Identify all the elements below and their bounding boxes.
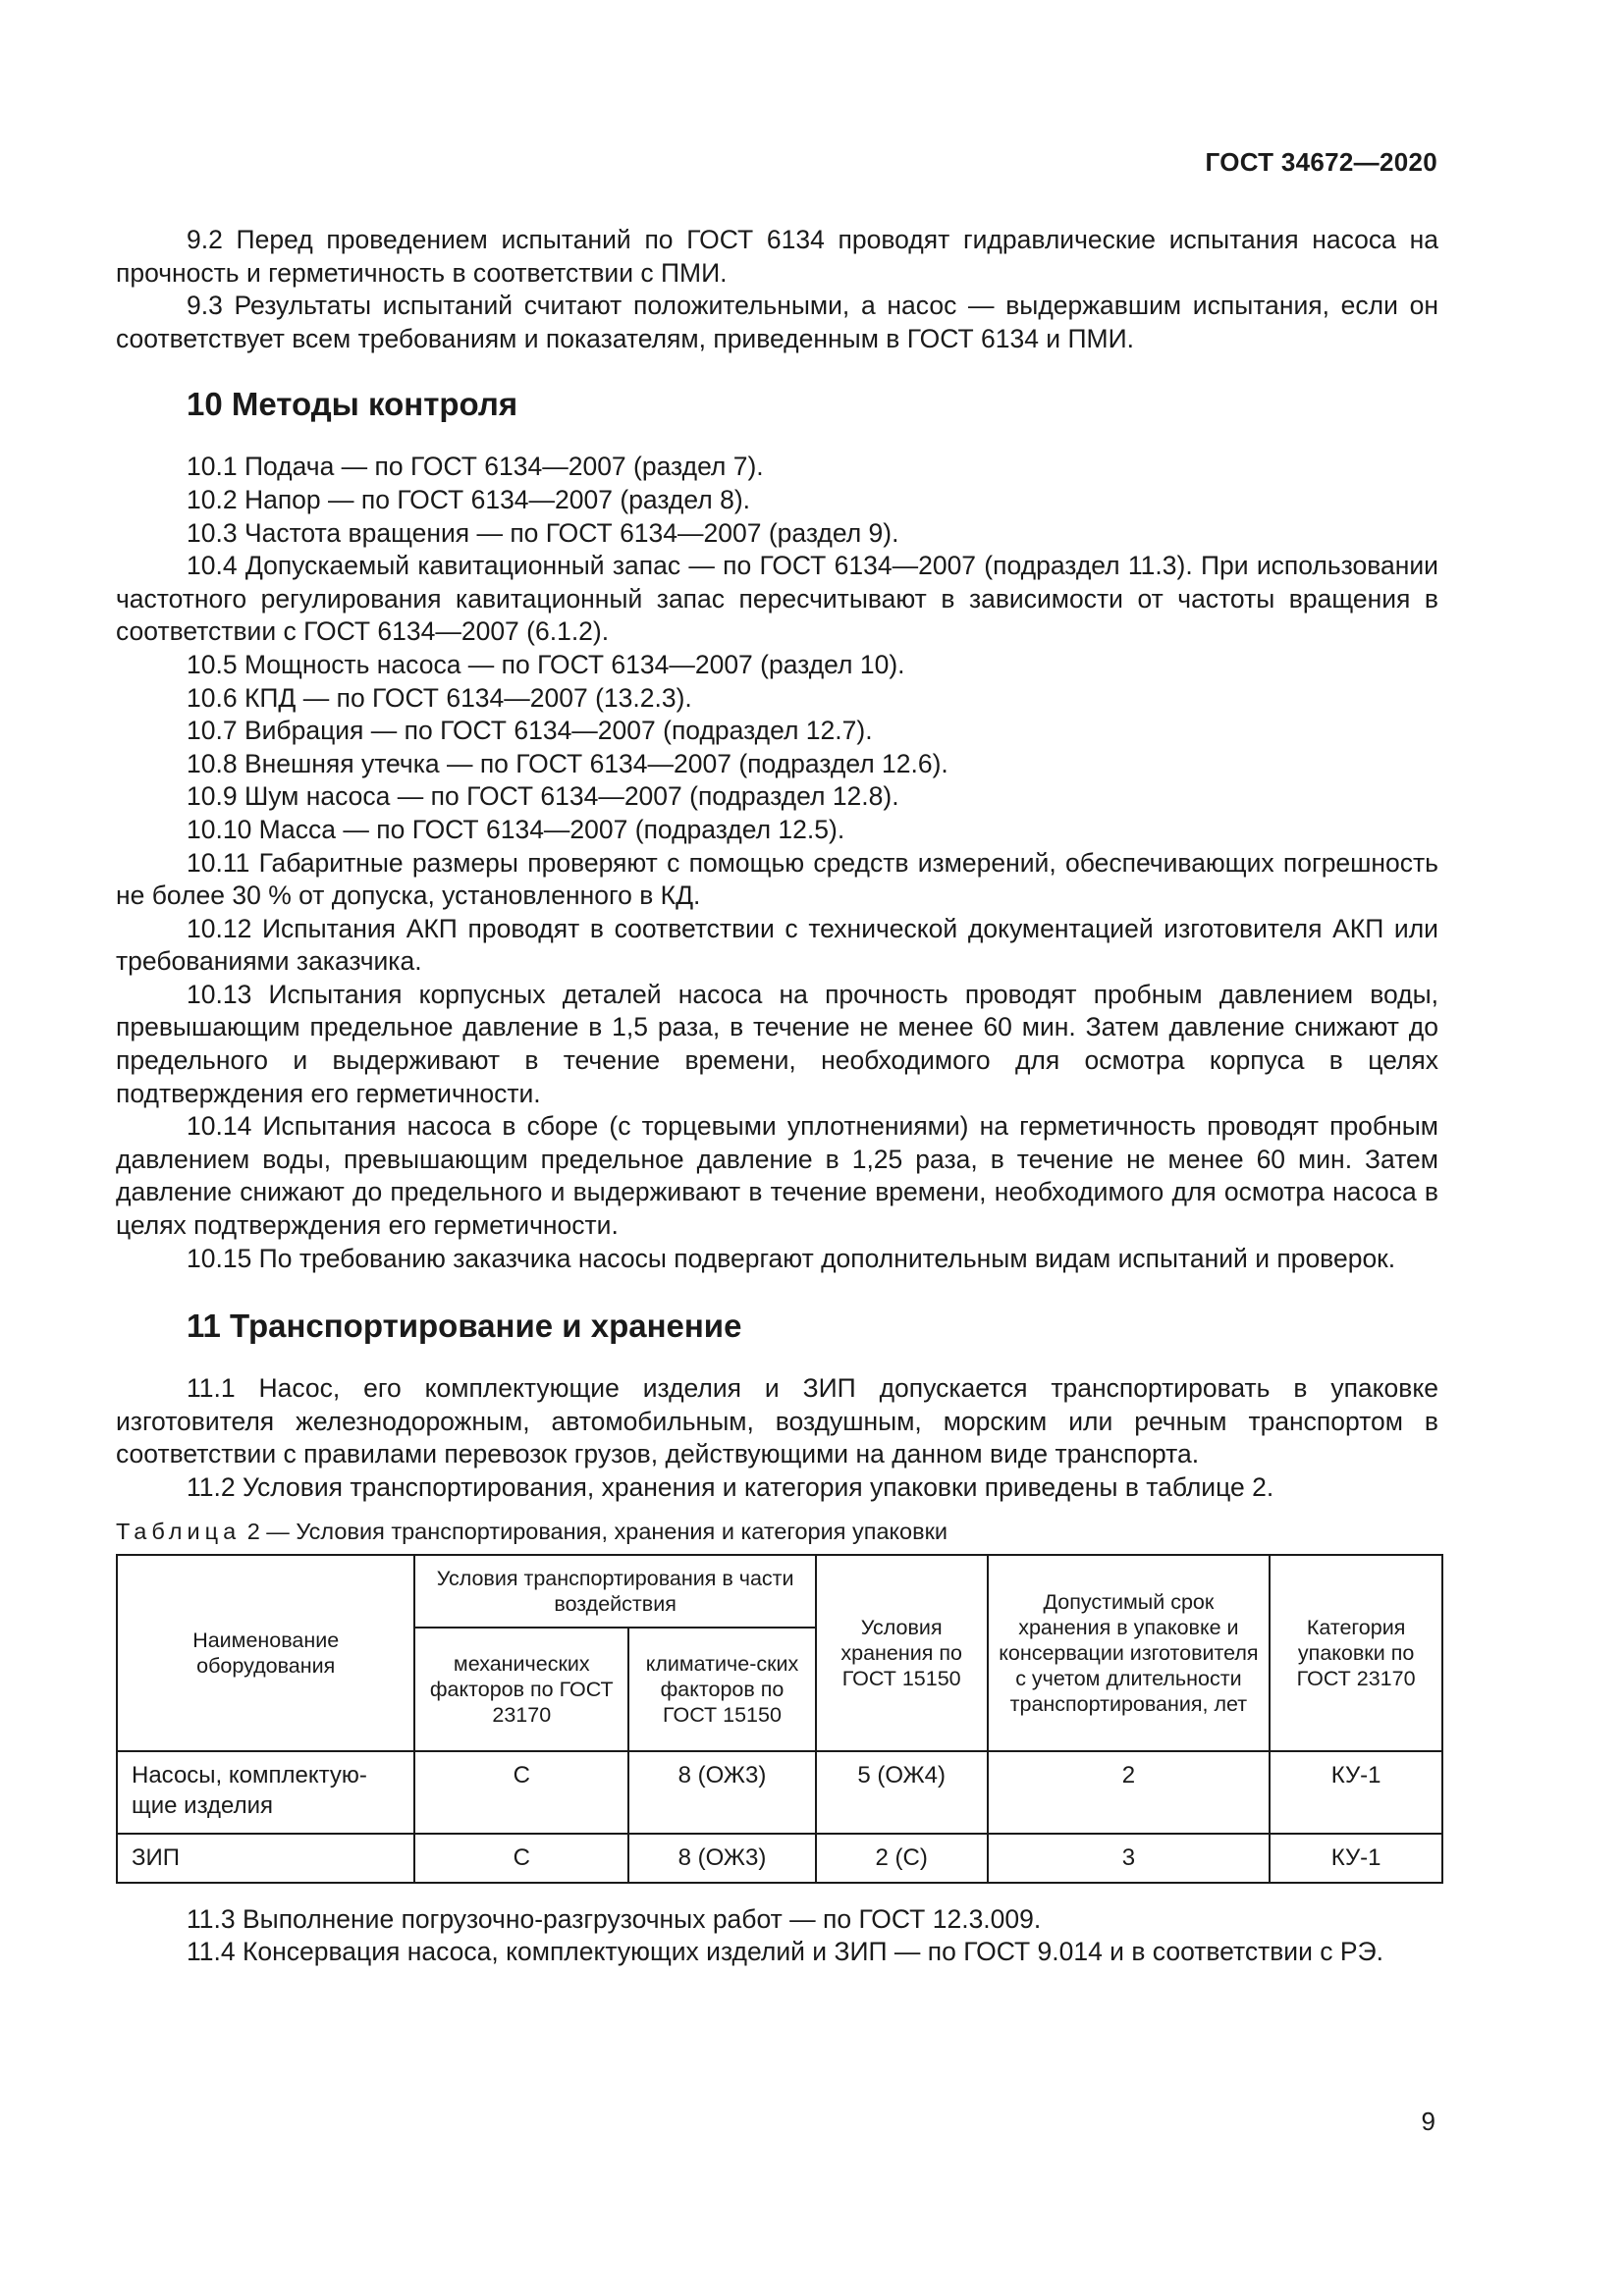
paragraph-11-2: 11.2 Условия транспортирования, хранения и категория упаковки приведены в таблице 2. (187, 1472, 1274, 1502)
cell-equipment: Насосы, комплектую-щие изделия (117, 1751, 414, 1834)
cell-package: КУ-1 (1270, 1834, 1442, 1883)
header-transport-group: Условия транспортирования в части воздействия (414, 1555, 815, 1628)
paragraph-10-9: 10.9 Шум насоса — по ГОСТ 6134—2007 (подраздел 12.8). (187, 781, 899, 812)
paragraph-10-14: 10.14 Испытания насоса в сборе (с торцевыми уплотнениями) на герметичность проводят пробным давлением воды, превышающим предельное давление в 1,25 раза, в течение не менее 60 мин. Затем давление снижают до предельного и выдерживают в течение времени, необходимого для осмотра насоса в целях подтверждения его герметичности. (116, 1111, 1438, 1241)
cell-storage: 5 (ОЖ4) (816, 1751, 988, 1834)
page-content (116, 224, 1438, 1969)
cell-climatic: 8 (ОЖ3) (628, 1834, 816, 1883)
cell-storage: 2 (С) (816, 1834, 988, 1883)
cell-equipment: ЗИП (117, 1834, 414, 1883)
header-storage: Условия хранения по ГОСТ 15150 (816, 1555, 988, 1751)
cell-mechanical: С (414, 1834, 628, 1883)
paragraph-10-7: 10.7 Вибрация — по ГОСТ 6134—2007 (подраздел 12.7). (187, 716, 873, 746)
table-row (117, 1834, 1442, 1883)
paragraph-11-3: 11.3 Выполнение погрузочно-разгрузочных работ — по ГОСТ 12.3.009. (187, 1903, 1042, 1934)
cell-shelf-life: 3 (988, 1834, 1271, 1883)
paragraph-11-1: 11.1 Насос, его комплектующие изделия и ЗИП допускается транспортировать в упаковке изготовителя железнодорожным, автомобильным, воздушным, морским или речным транспортом в соответствии с правилами перевозок грузов, действующими на данном виде транспорта. (116, 1373, 1438, 1469)
cell-mechanical: С (414, 1751, 628, 1834)
paragraph-10-3: 10.3 Частота вращения — по ГОСТ 6134—2007 (раздел 9). (187, 517, 899, 548)
document-header: ГОСТ 34672—2020 (1205, 147, 1437, 177)
paragraph-10-1: 10.1 Подача — по ГОСТ 6134—2007 (раздел 7). (187, 452, 764, 482)
page-number: 9 (1421, 2107, 1435, 2136)
header-climatic: климатиче-ских факторов по ГОСТ 15150 (628, 1628, 816, 1751)
transport-storage-table (116, 1554, 1443, 1884)
paragraph-10-8: 10.8 Внешняя утечка — по ГОСТ 6134—2007 (подраздел 12.6). (187, 748, 948, 778)
header-package: Категория упаковки по ГОСТ 23170 (1270, 1555, 1442, 1751)
paragraph-9-3: 9.3 Результаты испытаний считают положительными, а насос — выдержавшим испытания, если он соответствует всем требованиям и показателям, приведенным в ГОСТ 6134 и ПМИ. (116, 291, 1438, 353)
section-10-title: 10 Методы контроля (187, 386, 518, 423)
table-caption (116, 1517, 1438, 1546)
paragraph-10-15: 10.15 По требованию заказчика насосы подвергают дополнительным видам испытаний и проверок. (187, 1243, 1396, 1273)
paragraph-10-6: 10.6 КПД — по ГОСТ 6134—2007 (13.2.3). (187, 682, 692, 713)
table-caption-label: Таблица (116, 1518, 242, 1544)
table-row (117, 1751, 1442, 1834)
paragraph-10-4: 10.4 Допускаемый кавитационный запас — по ГОСТ 6134—2007 (подраздел 11.3). При использовании частотного регулирования кавитационный запас пересчитывают в зависимости от частоты вращения в соответствии с ГОСТ 6134—2007 (6.1.2). (116, 551, 1438, 647)
cell-climatic: 8 (ОЖ3) (628, 1751, 816, 1834)
paragraph-10-2: 10.2 Напор — по ГОСТ 6134—2007 (раздел 8). (187, 484, 751, 514)
after-table-block (116, 1903, 1438, 1969)
header-mechanical: механических факторов по ГОСТ 23170 (414, 1628, 628, 1751)
paragraph-10-13: 10.13 Испытания корпусных деталей насоса на прочность проводят пробным давлением воды, превышающим предельное давление в 1,5 раза, в течение не менее 60 мин. Затем давление снижают до предельного и выдерживают в течение времени, необходимого для осмотра корпуса в целях подтверждения его герметичности. (116, 979, 1438, 1108)
section-11-title: 11 Транспортирование и хранение (187, 1308, 742, 1345)
cell-package: КУ-1 (1270, 1751, 1442, 1834)
paragraph-10-11: 10.11 Габаритные размеры проверяют с помощью средств измерений, обеспечивающих погрешность не более 30 % от допуска, установленного в КД. (116, 847, 1438, 911)
paragraph-10-12: 10.12 Испытания АКП проводят в соответствии с технической документацией изготовителя АКП или требованиями заказчика. (116, 913, 1438, 977)
table-caption-title: 2 — Условия транспортирования, хранения и категория упаковки (246, 1518, 948, 1544)
paragraph-10-5: 10.5 Мощность насоса — по ГОСТ 6134—2007 (раздел 10). (187, 649, 905, 679)
cell-shelf-life: 2 (988, 1751, 1271, 1834)
paragraph-11-4: 11.4 Консервация насоса, комплектующих изделий и ЗИП — по ГОСТ 9.014 и в соответствии с РЭ. (187, 1937, 1383, 1967)
paragraph-9-2: 9.2 Перед проведением испытаний по ГОСТ 6134 проводят гидравлические испытания насоса на прочность и герметичность в соответствии с ПМИ. (116, 225, 1438, 288)
header-shelf-life: Допустимый срок хранения в упаковке и консервации изготовителя с учетом длительности транспортирования, лет (988, 1555, 1271, 1751)
paragraph-10-10: 10.10 Масса — по ГОСТ 6134—2007 (подраздел 12.5). (187, 814, 845, 844)
header-equipment: Наименование оборудования (117, 1555, 414, 1751)
